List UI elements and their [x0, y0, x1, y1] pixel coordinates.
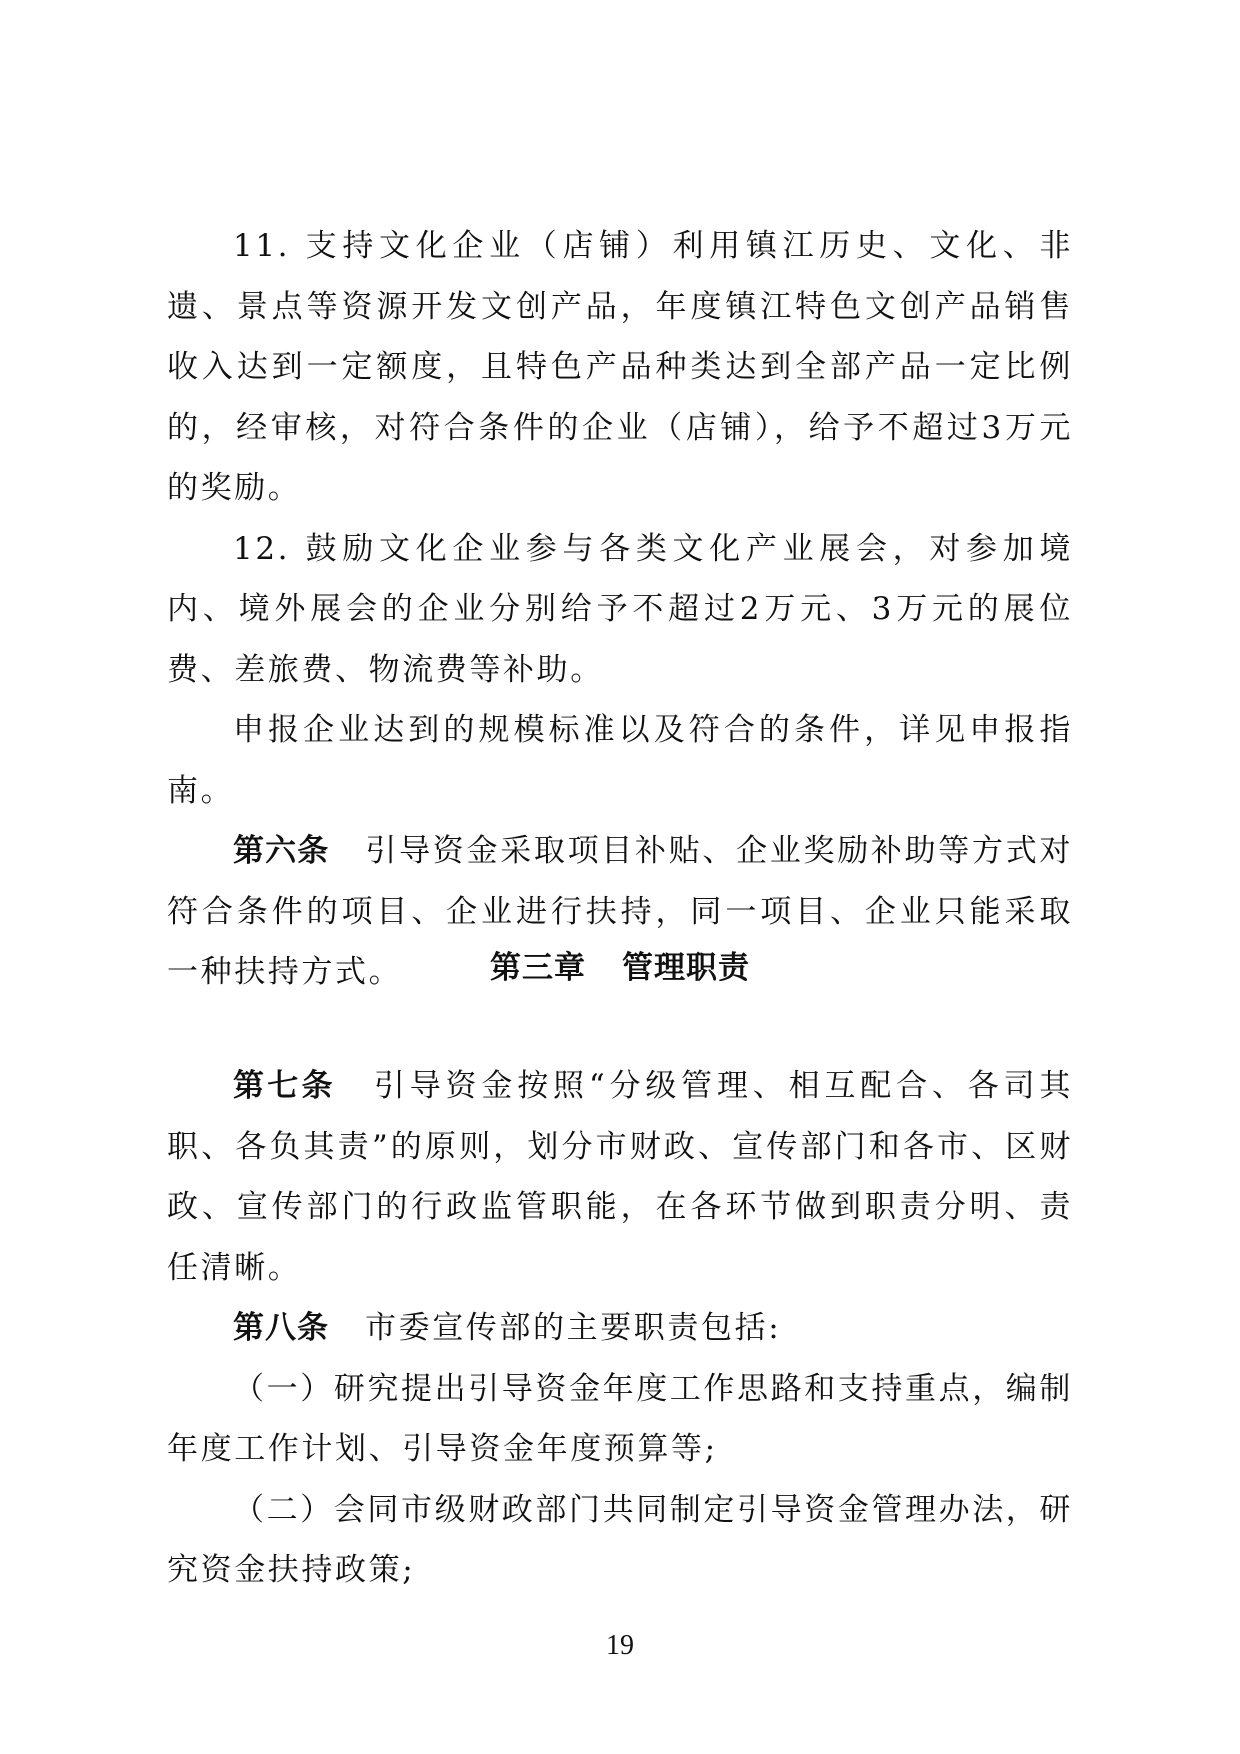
body-text-upper: [167, 216, 1073, 1003]
chapter-title: 管理职责: [622, 950, 750, 986]
article-7: [167, 1056, 1073, 1298]
article-7-text: 引导资金按照“分级管理、相互配合、各司其职、各负其责”的原则，划分市财政、宣传部门和各市、区财政、宣传部门的行政监管职能，在各环节做到职责分明、责任清晰。: [167, 1068, 1073, 1286]
article-8-text: 市委宣传部的主要职责包括:: [365, 1310, 782, 1346]
paragraph-application-note: 申报企业达到的规模标准以及符合的条件，详见申报指南。: [167, 712, 1073, 809]
page-number: 19: [606, 1630, 634, 1661]
article-6-label: 第六条: [233, 833, 330, 869]
paragraph-item-12: 12. 鼓励文化企业参与各类文化产业展会，对参加境内、境外展会的企业分别给予不超过2万元、3万元的展位费、差旅费、物流费等补助。: [167, 530, 1073, 688]
chapter-heading: [0, 942, 1240, 992]
list-item-1: （一）研究提出引导资金年度工作思路和支持重点，编制年度工作计划、引导资金年度预算等;: [167, 1370, 1073, 1467]
article-8: [167, 1298, 1073, 1359]
list-item-2: （二）会同市级财政部门共同制定引导资金管理办法，研究资金扶持政策;: [167, 1491, 1073, 1588]
chapter-number: 第三章: [490, 950, 586, 986]
article-6-text: 引导资金采取项目补贴、企业奖励补助等方式对符合条件的项目、企业进行扶持，同一项目、企业只能采取一种扶持方式。: [167, 833, 1074, 990]
paragraph-item-11: 11. 支持文化企业（店铺）利用镇江历史、文化、非遗、景点等资源开发文创产品，年度镇江特色文创产品销售收入达到一定额度，且特色产品种类达到全部产品一定比例的，经审核，对符合条件的企业（店铺），给予不超过3万元的奖励。: [167, 228, 1073, 506]
article-8-label: 第八条: [233, 1310, 329, 1346]
body-text-lower: [167, 1056, 1073, 1601]
article-7-label: 第七条: [233, 1068, 336, 1104]
